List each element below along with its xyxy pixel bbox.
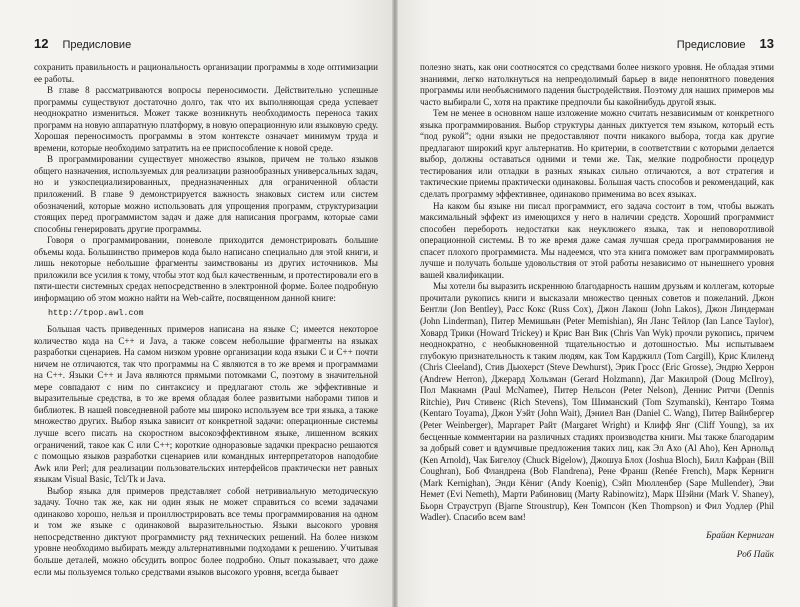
right-page-number: 13 — [759, 36, 774, 51]
left-page-body — [34, 62, 378, 578]
paragraph: Мы хотели бы выразить искреннюю благодарность нашим друзьям и коллегам, которые прочитали рукопись книги и высказали множество ценных советов и пожеланий. Джон Бентли (Jon Bentley), Расс Кокс (Russ Cox), Джон Лакош (John Lakos), Джон Линдерман (John Linderman), Питер Мемишьян (Peter Memishian), Ян Ланс Тейлор (Ian Lance Taylor), Ховард Трики (Howard Trickey) и Крис Ван Вик (Chris Van Wyk) прочли рукопись, причем неоднократно, с необыкновенной тщательностью и дотошностью. Мы испытываем глубокую признательность к таким людям, как Том Карджилл (Tom Cargill), Крис Клиленд (Chris Cleeland), Стив Дьюхерст (Steve Dewhurst), Эрик Гросс (Eric Grosse), Эндрю Херрон (Andrew Herron), Джерард Хользман (Gerard Holzmann), Даг Макилрой (Doug McIlroy), Пол Макнамн (Paul McNamee), Питер Нельсон (Peter Nelson), Деннис Ритчи (Dennis Ritchie), Рич Стивенс (Rich Stevens), Том Шиманский (Tom Szymanski), Кентаро Тояма (Kentaro Toyama), Джон Уэйт (John Wait), Дэниел Ван (Daniel C. Wang), Питер Вайнбергер (Peter Weinberger), Маргарет Райт (Margaret Wright) и Клифф Янг (Cliff Young), за их бесценные комментарии на различных стадиях производства книги. Мы также благодарим за добрый совет и вдумчивые предложения таких лиц, как Эл Ахо (Al Aho), Кен Арнольд (Ken Arnold), Чак Бигелоу (Chuck Bigelow), Джошуа Блох (Joshua Bloch), Билл Кафран (Bill Coughran), Боб Фландрена (Bob Flandrena), Рене Франш (Renée French), Марк Кернигн (Mark Kernighan), Энди Кёниг (Andy Koenig), Сэйп Мюлленбер (Sape Mullender), Эви Немет (Evi Nemeth), Марти Рабиновиц (Marty Rabinowitz), Марк Шэйни (Mark V. Shaney), Бьорн Страуструп (Bjarne Stroustrup), Кен Томпсон (Ken Thompson) и Фил Уодлер (Phil Wadler). Спасибо всем вам! — [420, 281, 774, 523]
paragraph: Выбор языка для примеров представляет собой нетривиальную методическую задачу. Точно так же, как ни один язык не может справиться со всеми задачами одинаково хорошо, нельзя и проиллюстрировать все темы программирования на одном и том же языке с одинаковой выразительностью. Языки высокого уровня непосредственно диктуют программисту ряд технических решений. На более низком уровне необходимо выбирать между альтернативными подходами к решению. Учитывая больше деталей, можно обсудить вопрос более подробно. Опыт показывает, что даже если мы пользуемся только средствами языков высокого уровня, всегда бывает — [34, 485, 378, 577]
paragraph: полезно знать, как они соотносятся со средствами более низкого уровня. Не обладая этими знаниями, легко натолкнуться на непреодолимый барьер в виде непонятного поведения программы или необъяснимого падения быстродействия. Поэтому для наших примеров мы часто выбирали C, хотя на практике предпочли бы какойнибудь другой язык. — [420, 62, 774, 107]
right-running-title: Предисловие — [676, 39, 746, 51]
right-running-head — [420, 36, 774, 58]
paragraph: Большая часть приведенных примеров написана на языке C; имеется некоторое количество кода на C++ и Java, а также совсем небольшие фрагменты на языках разработки сценариев. На самом низком уровне организации кода языки C и C++ почти ничем не отличаются, так что программы на C являются в то же время и программами на C++. Языки C++ и Java являются прямыми потомками C, поэтому в значительной мере совпадают с ним по синтаксису и предлагают столь же эффективные и выразительные средства, в то же время обладая более развитыми наборами типов и библиотек. В нашей повседневной работе мы широко используем все три языка, а также множество других. Выбор языка зависит от конкретной задачи: операционные системы лучше всего писать на скоростном высокоэффективном языке, лишенном всяких ограничений, такое как C или C++; короткие одноразовые задачки прекрасно решаются с помощью языков разработки сценариев или командных интерпретаторов наподобие Awk или Perl; для реализации пользовательских интерфейсов практически нет равных языкам Visual Basic, Tcl/Tk и Java. — [34, 324, 378, 485]
left-page-number: 12 — [34, 36, 49, 51]
paragraph: В главе 8 рассматриваются вопросы переносимости. Действительно успешные программы существуют достаточно долго, так что их выполняющая среда успевает неоднократно измениться. Может также возникнуть необходимость переноса таких программ на новую аппаратную платформу, в новую операционную или языковую среду. Хорошая переносимость программы в этом контексте означает минимум труда и времени, которые необходимо затратить на ее приспособление к новой среде. — [34, 85, 378, 153]
paragraph: Говоря о программировании, поневоле приходится демонстрировать большие объемы кода. Большинство примеров кода было написано специально для этой книги, и лишь некоторые небольшие фрагменты заимствованы из других источников. Мы приложили все усилия к тому, чтобы этот код был качественным, и протестировали его в пяти-шести системных средах непосредственно в электронной форме. Более подробную информацию об этом можно найти на Web-сайте, посвященном данной книге: — [34, 235, 378, 303]
signatures — [420, 530, 774, 562]
signature-kernighan: Брайан Керниган — [706, 530, 774, 541]
paragraph: На каком бы языке ни писал программист, его задача состоит в том, чтобы выжать максимальный эффект из имеющихся у него в наличии средств. Хороший программист способен перебороть недостатки как неуклюжего языка, так и неповоротливой операционной системы. В то же время даже самая лучшая среда программирования не спасет плохого программиста. Мы надеемся, что эта книга поможет вам программировать лучше и получать больше удовольствия от этой работы независимо от нынешнего уровня вашей квалификации. — [420, 200, 774, 280]
right-page — [398, 0, 800, 607]
paragraph: В программировании существует множество языков, причем не только языков общего назначения, используемых для реализации разнообразных универсальных задач, но и узкоспециализированных, предназначенных для ограниченной области приложений. В главе 9 демонстрируется важность знаковых систем или систем обозначений, которые можно использовать для упрощения программ, структуризации стоящих перед программистом задач и даже для написания программ, которые сами способны генерировать другие программы. — [34, 154, 378, 234]
paragraph: сохранить правильность и рациональность организации программы в ходе оптимизации ее работы. — [34, 62, 378, 84]
right-page-body — [420, 62, 774, 562]
left-page — [0, 0, 392, 607]
book-website-url: http://tpop.awl.com — [48, 308, 144, 319]
paragraph: Тем не менее в основном наше изложение можно считать независимым от конкретного языка программирования. Выбор структуры данных диктуется тем языком, который есть “под рукой”; одни языки не предоставляют почти никакого выбора, тогда как другие предлагают широкий круг альтернатив. Но критерии, в соответствии с которыми делается выбор, должны оставаться одними и теми же. Так, мелкие подробности процедур тестирования или отладки в разных языках сильно отличаются, а вот стратегия и тактические приемы практически одинаковы. Большая часть способов и рекомендаций, как сделать программу эффективнее, одинаково применима во всех языках. — [420, 108, 774, 200]
left-running-head — [34, 36, 378, 58]
signature-pike: Роб Пайк — [736, 549, 774, 560]
left-running-title: Предисловие — [62, 39, 132, 51]
